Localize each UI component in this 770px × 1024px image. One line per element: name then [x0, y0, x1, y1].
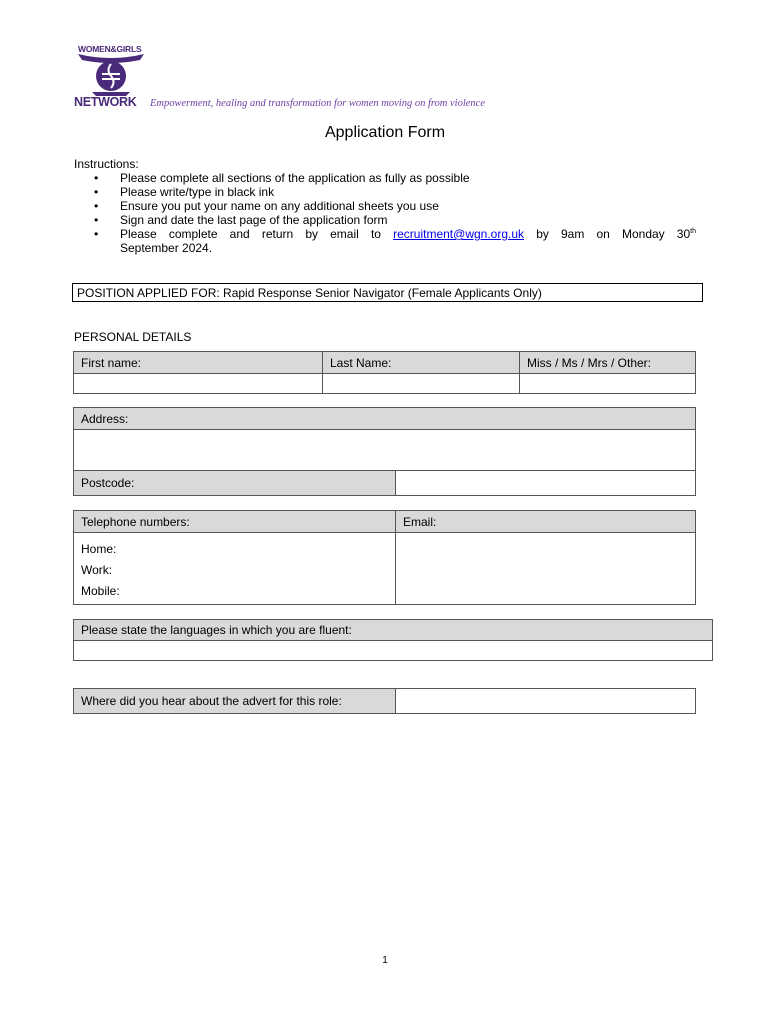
phone-fields[interactable] [74, 533, 396, 605]
contact-table [73, 510, 696, 605]
work-phone-label: Work: [81, 563, 113, 577]
postcode-label: Postcode: [74, 471, 396, 496]
list-item: • Please complete all sections of the application as fully as possible [94, 171, 470, 185]
home-phone-label: Home: [81, 542, 117, 556]
tagline: Empowerment, healing and transformation for women moving on from violence [150, 98, 485, 109]
languages-label: Please state the languages in which you are fluent: [74, 620, 713, 641]
instructions-heading: Instructions: [74, 157, 139, 171]
list-item: • Please complete and return by email to recruitment@wgn.org.uk by 9am on Monday 30th [94, 227, 697, 241]
list-item: • Ensure you put your name on any additional sheets you use [94, 199, 439, 213]
first-name-label: First name: [74, 352, 323, 374]
languages-field[interactable] [74, 641, 713, 661]
name-table [73, 351, 696, 394]
list-item: • Sign and date the last page of the application form [94, 213, 388, 227]
first-name-field[interactable] [74, 374, 323, 394]
page-title: Application Form [324, 124, 446, 141]
recruitment-email-link[interactable]: recruitment@wgn.org.uk [393, 227, 525, 241]
hear-about-field[interactable] [396, 689, 696, 714]
title-label: Miss / Ms / Mrs / Other: [520, 352, 696, 374]
postcode-field[interactable] [396, 471, 696, 496]
address-table [73, 407, 696, 496]
address-field[interactable] [74, 430, 696, 471]
email-field[interactable] [396, 533, 696, 605]
position-applied-for: POSITION APPLIED FOR: Rapid Response Senior Navigator (Female Applicants Only) [72, 283, 703, 302]
last-name-label: Last Name: [323, 352, 520, 374]
title-field[interactable] [520, 374, 696, 394]
instructions-list [74, 171, 696, 255]
hear-about-table [73, 688, 696, 714]
list-item: • Please write/type in black ink [94, 185, 275, 199]
logo-bottom-text: NETWORK [74, 95, 137, 109]
list-item: September 2024. [120, 241, 213, 255]
logo-top-text: WOMEN&GIRLS [78, 44, 142, 54]
address-label: Address: [74, 408, 696, 430]
last-name-field[interactable] [323, 374, 520, 394]
page-number: 1 [382, 955, 388, 966]
personal-details-heading: PERSONAL DETAILS [74, 330, 192, 344]
mobile-phone-label: Mobile: [81, 584, 120, 598]
hear-about-label: Where did you hear about the advert for this role: [74, 689, 396, 714]
email-label: Email: [396, 511, 696, 533]
languages-table [73, 619, 713, 661]
telephone-label: Telephone numbers: [74, 511, 396, 533]
